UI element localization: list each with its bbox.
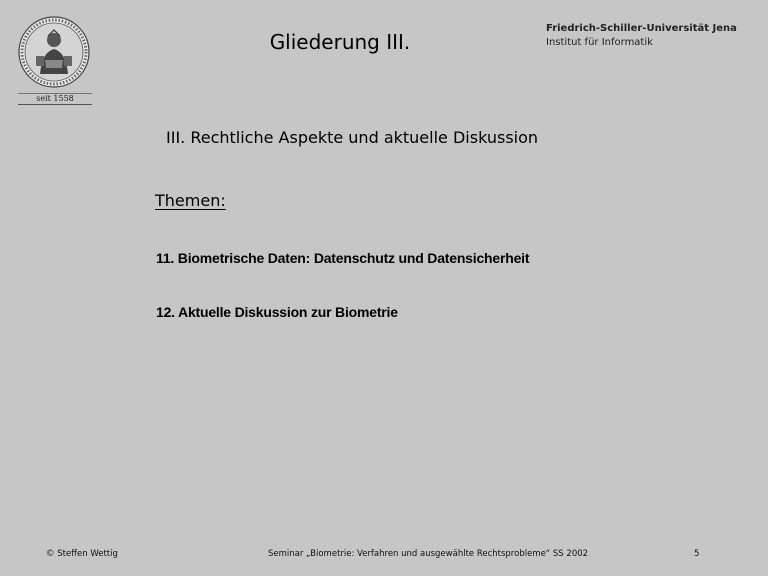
topic-item: 11. Biometrische Daten: Datenschutz und Datensicherheit <box>156 250 530 266</box>
footer-page-number: 5 <box>694 549 700 559</box>
topics-label: Themen: <box>155 191 226 210</box>
topic-item: 12. Aktuelle Diskussion zur Biometrie <box>156 304 398 320</box>
footer-seminar: Seminar „Biometrie: Verfahren und ausgewählte Rechtsprobleme“ SS 2002 <box>268 549 589 559</box>
slide-title: Gliederung III. <box>269 30 411 54</box>
footer-author: © Steffen Wettig <box>46 549 118 559</box>
section-heading: III. Rechtliche Aspekte und aktuelle Diskussion <box>166 128 539 147</box>
university-name: Friedrich-Schiller-Universität Jena <box>546 23 737 34</box>
university-seal-icon <box>18 16 90 88</box>
seal-divider-bottom <box>18 104 92 105</box>
university-seal <box>16 14 94 106</box>
institute-name: Institut für Informatik <box>546 37 653 48</box>
seal-caption: seit 1558 <box>36 94 74 103</box>
